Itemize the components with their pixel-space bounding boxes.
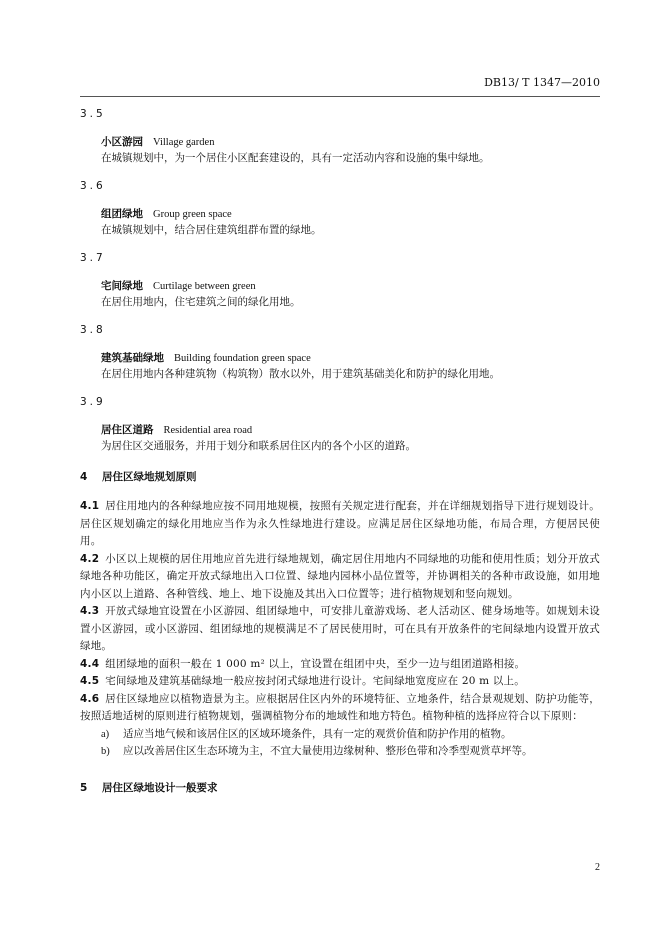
- term-en: Village garden: [153, 137, 215, 148]
- term-en: Group green space: [153, 209, 232, 220]
- term-heading: [101, 350, 600, 366]
- term-zh: 建筑基础绿地: [101, 352, 164, 364]
- section-heading-5: [80, 779, 600, 797]
- list-item: [101, 743, 600, 761]
- term-definition: 在居住用地内各种建筑物（构筑物）散水以外，用于建筑基础美化和防护的绿化用地。: [101, 368, 500, 380]
- term-zh: 小区游园: [101, 136, 143, 148]
- clause-number: 4.3: [80, 605, 100, 617]
- clause-text: 居住用地内的各种绿地应按不同用地规模，按照有关规定进行配套，并在详细规划指导下进行规划设计。居住区规划确定的绿化用地应当作为永久性绿地进行建设。应满足居住区绿地功能，布局合理，方便居民使用。: [80, 500, 600, 547]
- term-number: 3.8: [80, 324, 106, 336]
- clause-number: 4.2: [80, 552, 100, 565]
- term-definition: 在居住用地内，住宅建筑之间的绿化用地。: [101, 296, 301, 308]
- clause-paragraph: [80, 498, 600, 551]
- section-heading-4: [80, 468, 600, 486]
- list-item-label: a): [101, 728, 110, 740]
- term-zh: 居住区道路: [101, 424, 154, 436]
- term-en: Building foundation green space: [174, 353, 311, 364]
- list-item: [101, 726, 600, 744]
- term-zh: 宅间绿地: [101, 280, 143, 292]
- clause-paragraph: [80, 673, 600, 691]
- term-en: Residential area road: [163, 425, 253, 436]
- doc-code: DB13/ T 1347—2010: [484, 76, 600, 89]
- term-heading: [101, 206, 600, 222]
- section-number: 4: [80, 471, 88, 483]
- term-number: 3.9: [80, 396, 106, 408]
- clause-text: 开放式绿地宜设置在小区游园、组团绿地中，可安排儿童游戏场、老人活动区、健身场地等。如规划未设置小区游园，或小区游园、组团绿地的规模满足不了居民使用时，可在具有开放条件的宅间绿地内设置开放式绿地。: [80, 605, 600, 652]
- term-en: Curtilage between green: [153, 281, 256, 292]
- clause-paragraph: [80, 656, 600, 674]
- list-item-text: 适应当地气候和该居住区的区域环境条件，具有一定的观赏价值和防护作用的植物。: [123, 727, 512, 740]
- list-item-label: b): [101, 746, 110, 757]
- term-heading: [101, 278, 600, 294]
- term-entry: [80, 178, 600, 238]
- clause-paragraph: [80, 603, 600, 656]
- term-heading: [101, 422, 600, 438]
- term-entry: [80, 322, 600, 382]
- term-definition: 在城镇规划中，结合居住建筑组群布置的绿地。: [101, 224, 322, 236]
- section-title: 居住区绿地规划原则: [102, 471, 197, 483]
- term-zh: 组团绿地: [101, 208, 143, 220]
- clause-text: 居住区绿地应以植物造景为主。应根据居住区内外的环境特征、立地条件，结合景观规划、防护功能等，按照适地适树的原则进行植物规划，强调植物分布的地域性和地方特色。植物种植的选择应符合以下原则：: [80, 692, 600, 722]
- clause-number: 4.1: [80, 500, 100, 512]
- clause-number: 4.4: [80, 657, 100, 670]
- page-number: 2: [595, 862, 600, 873]
- term-number: 3.7: [80, 252, 106, 264]
- term-entry: [80, 250, 600, 310]
- term-definition: 在城镇规划中，为一个居住小区配套建设的，具有一定活动内容和设施的集中绿地。: [101, 152, 490, 164]
- clause-number: 4.6: [80, 692, 100, 705]
- clause-text: 组团绿地的面积一般在 1 000 m² 以上，宜设置在组团中央，至少一边与组团道路相接。: [105, 657, 526, 670]
- term-heading: [101, 134, 600, 150]
- header-rule: [80, 96, 600, 97]
- clause-number: 4.5: [80, 675, 100, 687]
- page-content: [80, 106, 600, 809]
- list-item-text: 应以改善居住区生态环境为主，不宜大量使用边缘树种、整形色带和冷季型观赏草坪等。: [123, 745, 533, 757]
- term-number: 3.5: [80, 108, 106, 120]
- term-number: 3.6: [80, 180, 106, 192]
- term-entry: [80, 106, 600, 166]
- term-definition: 为居住区交通服务，并用于划分和联系居住区内的各个小区的道路。: [101, 440, 416, 452]
- term-entry: [80, 394, 600, 454]
- section-title: 居住区绿地设计一般要求: [102, 781, 218, 794]
- section-number: 5: [80, 781, 88, 794]
- clause-paragraph: [80, 691, 600, 726]
- clause-text: 宅间绿地及建筑基础绿地一般应按封闭式绿地进行设计。宅间绿地宽度应在 20 m 以上。: [105, 675, 525, 687]
- clause-text: 小区以上规模的居住用地应首先进行绿地规划，确定居住用地内不同绿地的功能和使用性质；划分开放式绿地各种功能区，确定开放式绿地出入口位置、绿地内园林小品位置等，并协调相关的各种市政设施，如用地内小区以上道路、各种管线、地上、地下设施及其出入口位置等；进行植物规划和竖向规划。: [80, 552, 600, 600]
- clause-paragraph: [80, 551, 600, 604]
